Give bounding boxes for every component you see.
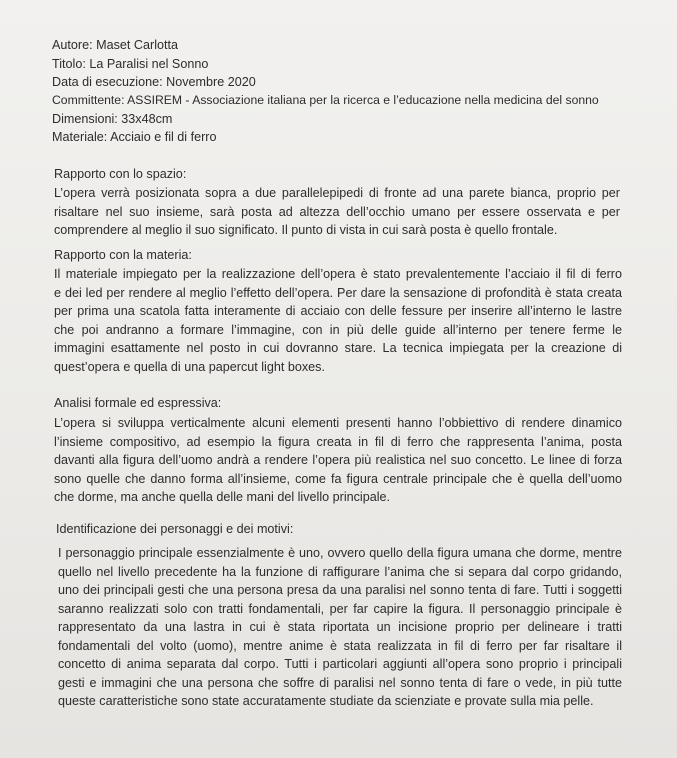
paragraph-line: risaltare nel suo insieme, sarà posta ad altezza dell’occhio umano per essere osservata e per bbox=[54, 204, 620, 219]
date-line: Data di esecuzione: Novembre 2020 bbox=[52, 75, 256, 89]
paragraph-line: gesti e immagini che una persona che soffre di paralisi nel sonno tenta di fare o vede, in più tutte bbox=[58, 675, 622, 690]
title-line: Titolo: La Paralisi nel Sonno bbox=[52, 57, 209, 71]
paragraph-line: e dei led per rendere al meglio l’effetto dell’opera. Per dare la sensazione di profondità è stata creata bbox=[54, 285, 622, 300]
section-body-characters bbox=[58, 544, 622, 711]
paragraph-line: saranno realizzati solo con tratti fondamentali, per far capire la figura. Il personaggio principale è bbox=[58, 601, 622, 616]
paragraph-line: queste caratteristiche sono state accuratamente studiate da scienziate e provate sulla mia pelle. bbox=[58, 694, 594, 708]
section-body-analysis bbox=[54, 414, 622, 507]
section-body-space bbox=[54, 184, 620, 240]
paragraph-line: per prima una scatola fatta interamente di acciaio con delle fessure per inserire all’interno le lastre bbox=[54, 304, 622, 318]
paragraph-line: I personaggio principale essenzialmente è uno, ovvero quello della figura umana che dorme, mentre bbox=[58, 546, 622, 560]
paragraph-line: fondamentali del volto (uomo), mentre anime è stata realizzata in fil di ferro per far risaltare il bbox=[58, 638, 622, 653]
paragraph-line: Il materiale impiegato per la realizzazione dell’opera è stato prevalentemente l’acciaio il fil di ferro bbox=[54, 267, 622, 281]
paragraph-line: che poi andranno a formare l’immagine, con in più delle guide all’interno per tenere ferme le bbox=[54, 322, 622, 337]
section-body-material bbox=[54, 265, 622, 376]
paragraph-line: immagini esattamente nel posto in cui dovranno stare. La tecnica impiegata per la creazione di bbox=[54, 341, 622, 355]
paragraph-line: che dorme, ma anche quella delle mani del livello principale. bbox=[54, 490, 391, 504]
paragraph-line: concetto di anima separata dal corpo. Tutti i particolari aggiunti all’opera sono proprio i principali bbox=[58, 657, 622, 671]
paragraph-line: L’opera si sviluppa verticalmente alcuni elementi presenti hanno l’obbiettivo di rendere dinamico bbox=[54, 416, 622, 430]
paragraph-line: sono quelle che danno forma all’insieme, come fa figura centrale principale che è quella dell’uomo bbox=[54, 471, 622, 486]
author-line: Autore: Maset Carlotta bbox=[52, 38, 178, 52]
client-line: Committente: ASSIREM - Associazione italiana per la ricerca e l’educazione nella medicina del sonno bbox=[52, 93, 599, 107]
dimensions-line: Dimensioni: 33x48cm bbox=[52, 112, 173, 126]
paragraph-line: quello nel livello precedente ha la funzione di raffigurare l’anima che si separa dal corpo gridando, bbox=[58, 564, 622, 579]
paragraph-line: uno dei principali gesti che una persona presa da una paralisi nel sonno tenta di fare. Tutti i soggetti bbox=[58, 583, 622, 597]
material-line: Materiale: Acciaio e fil di ferro bbox=[52, 130, 217, 144]
section-heading-material: Rapporto con la materia: bbox=[54, 248, 192, 262]
paragraph-line: l’insieme compositivo, ad esempio la figura creata in fil di ferro che rappresenta l’anima, posta bbox=[54, 434, 622, 449]
section-heading-characters: Identificazione dei personaggi e dei motivi: bbox=[56, 522, 294, 536]
section-heading-analysis: Analisi formale ed espressiva: bbox=[54, 396, 222, 410]
paragraph-line: comprendere al meglio il suo significato. Il punto di vista in cui sarà posta è quello frontale. bbox=[54, 223, 558, 237]
section-heading-space: Rapporto con lo spazio: bbox=[54, 167, 187, 181]
paragraph-line: rappresentato da una lastra in cui è stata riportata un incisione proprio per delineare i tratti bbox=[58, 620, 622, 634]
paragraph-line: L’opera verrà posizionata sopra a due parallelepipedi di fronte ad una parete bianca, proprio per bbox=[54, 186, 620, 200]
paragraph-line: quest’opera e quella di una papercut light boxes. bbox=[54, 359, 325, 374]
paragraph-line: davanti alla figura dell’uomo andrà a rendere l’opera più realistica nel suo concetto. Le linee di forza bbox=[54, 453, 622, 467]
